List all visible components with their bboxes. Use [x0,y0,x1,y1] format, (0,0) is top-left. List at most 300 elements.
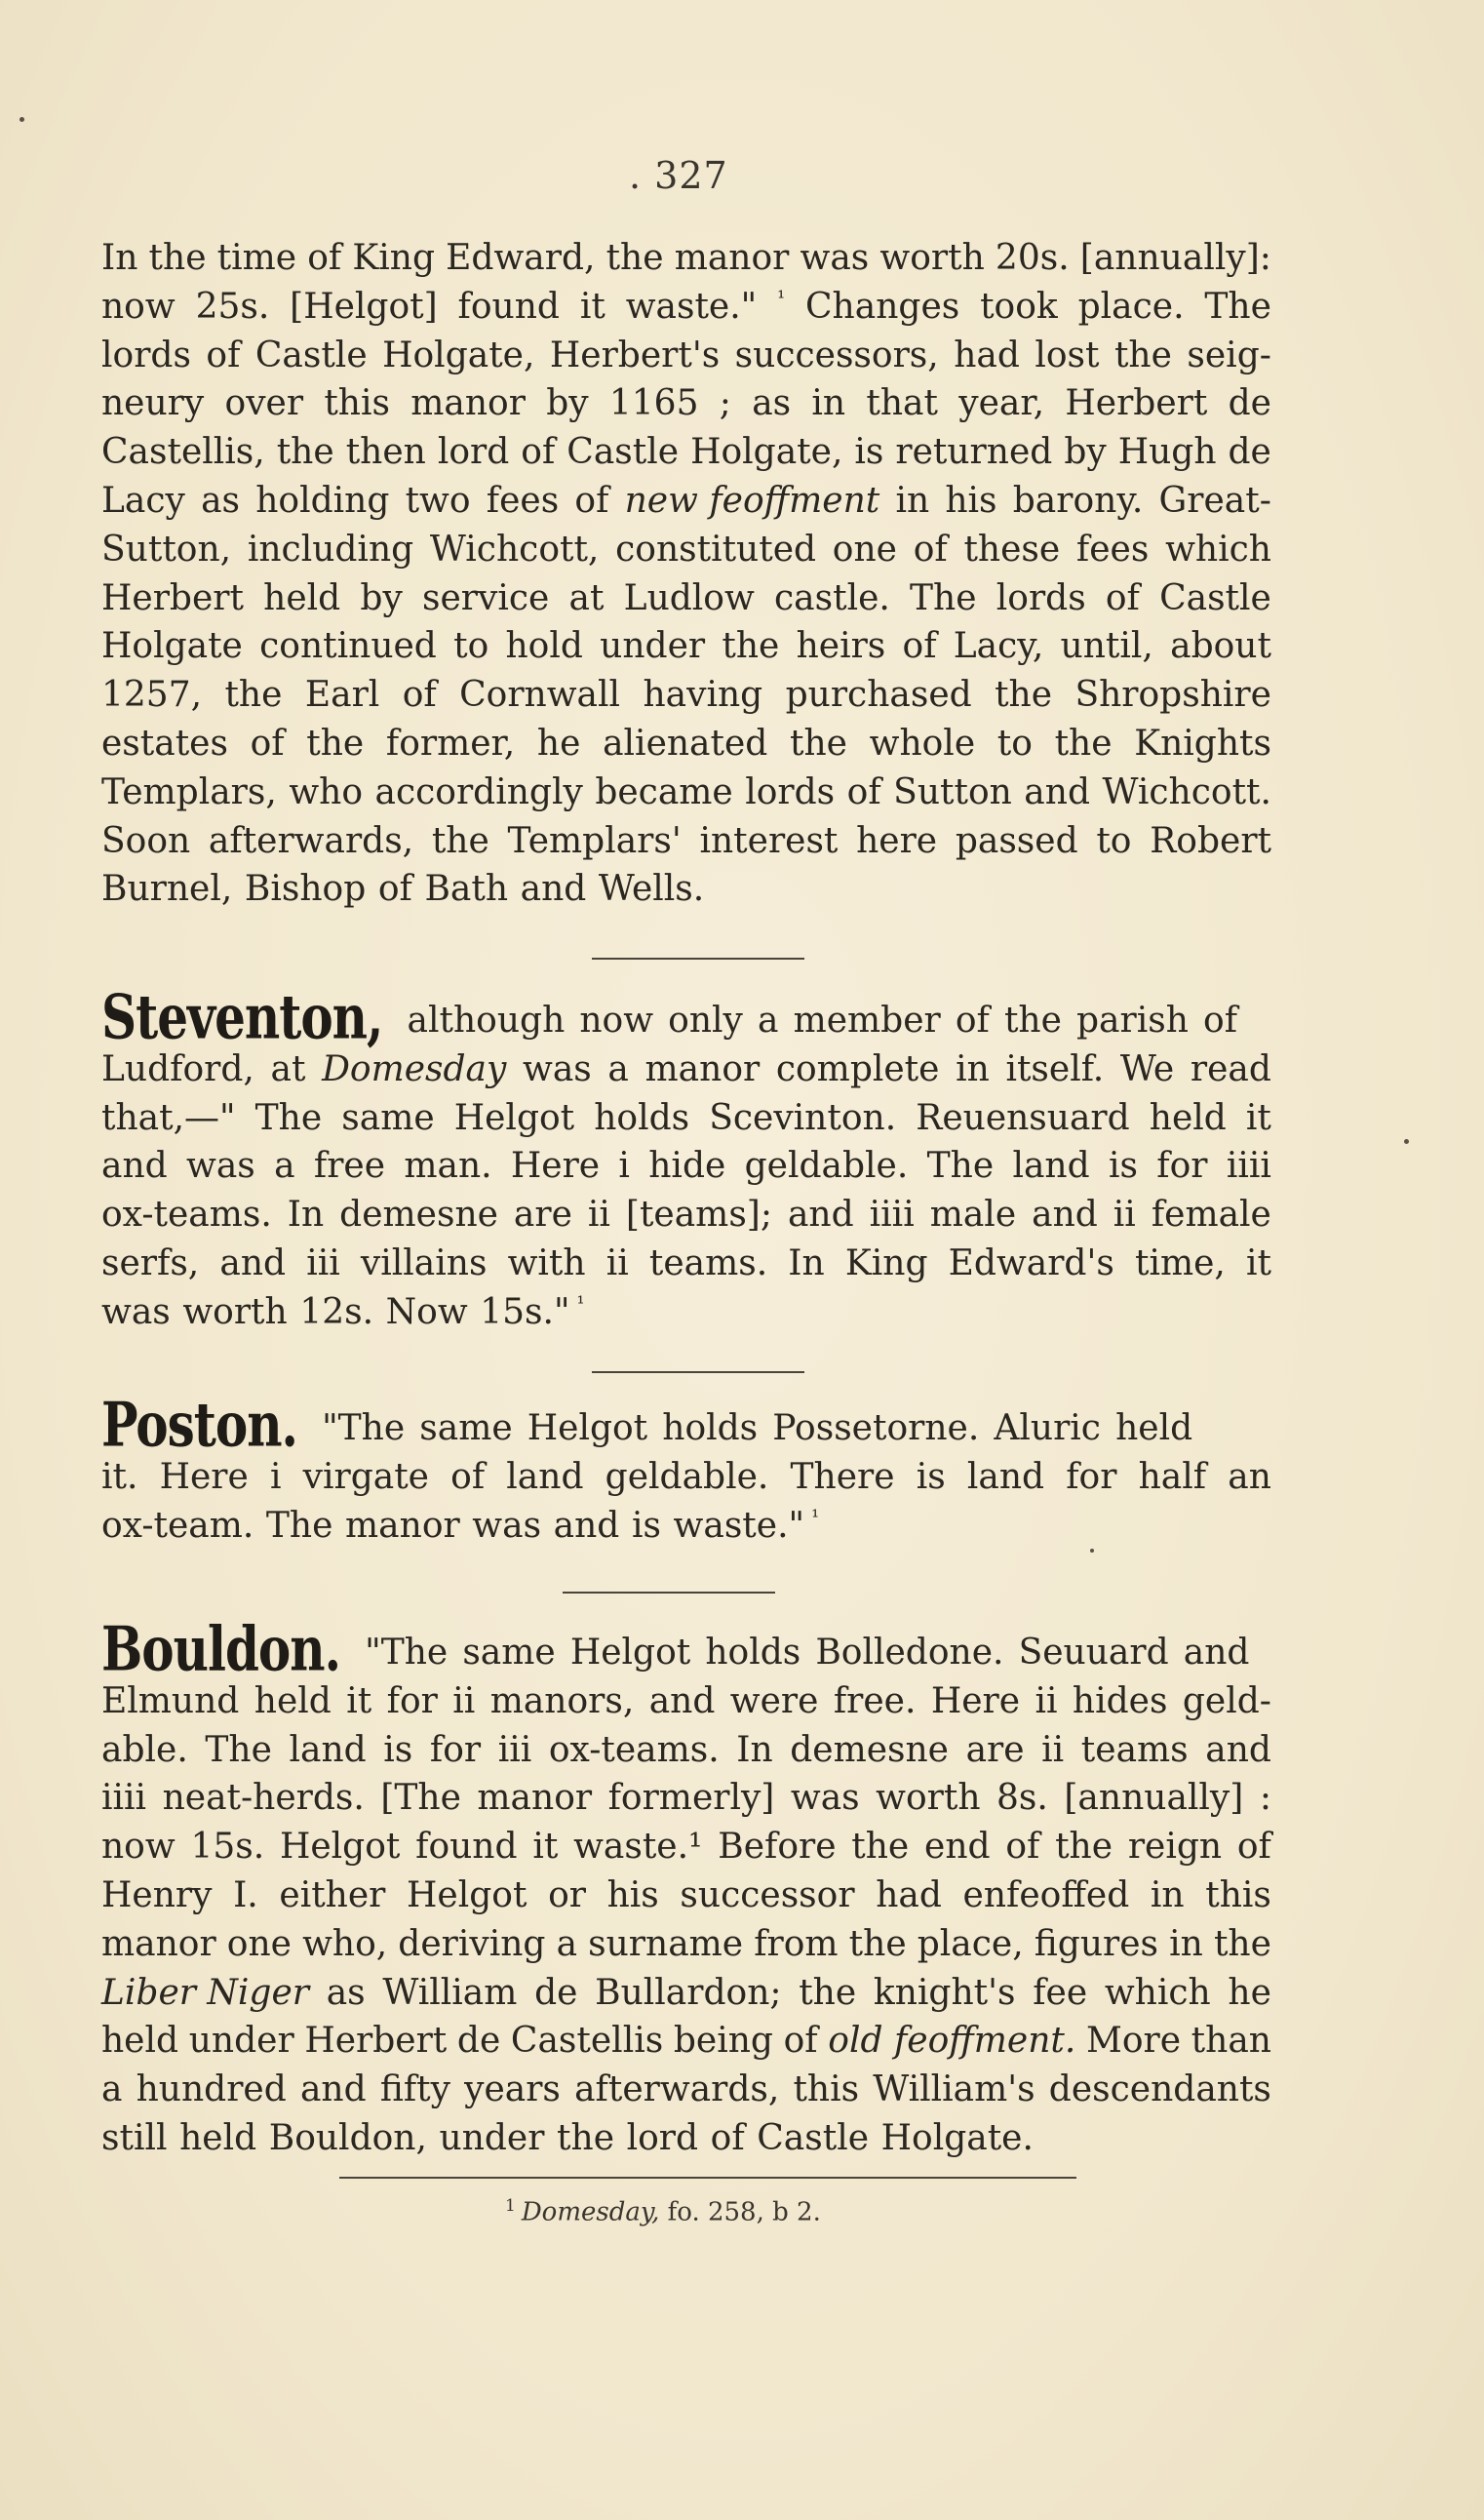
word: lords [996,577,1086,618]
text-line [101,768,1271,817]
text-line [101,622,1271,671]
word: "The [365,1633,449,1673]
word: Lacy [101,480,185,521]
word: ii [587,1195,610,1236]
word: female [1151,1195,1271,1236]
word: afterwards, [208,820,414,861]
word: for [1156,1146,1208,1187]
word: free [313,1146,386,1187]
word: held [101,2021,179,2062]
word: alienated [603,723,768,764]
word: free. [833,1680,917,1721]
text-line [101,1142,1271,1191]
word: neury [101,383,205,424]
word: King [844,1242,928,1283]
word: Lacy, [953,626,1044,667]
word: which [1165,529,1271,570]
word: Here [159,1456,249,1497]
word: of [450,1456,486,1497]
word: held [179,2117,257,2158]
word: land [506,1456,584,1497]
word: this [793,2069,860,2110]
word: holds [594,1097,690,1138]
word: of [913,529,948,570]
word: as [752,383,792,424]
word: Castellis [510,2021,664,2062]
word: the [995,675,1053,716]
word: fees [1075,529,1150,570]
word: continued [259,626,437,667]
word: Seuuard [1018,1633,1169,1673]
word: afterwards, [574,2069,780,2110]
text-line [101,1871,1271,1920]
word: and [1205,1729,1271,1770]
word: and [1024,771,1090,812]
word: the [306,723,365,764]
word: Templars' [507,820,682,861]
word: fee [1033,1972,1088,2013]
word: William's [873,2069,1035,2110]
word: descendants [1048,2069,1271,2110]
word: was [186,1146,255,1187]
word: geldable. [605,1456,769,1497]
word: or [548,1874,586,1915]
word: lords [101,335,191,375]
text-line [101,428,1271,477]
word: now [101,286,176,327]
word: I. [233,1874,258,1915]
word: 25s. [195,286,270,327]
word: [Helgot] [290,286,438,327]
word: The [1204,286,1271,327]
word: took [980,286,1058,327]
word: this [324,383,390,424]
word: Domesday [322,1048,507,1089]
text-line [101,234,1271,283]
word: itself. [1005,1048,1105,1089]
word: The [265,1505,333,1546]
word: Possetorne. [772,1408,980,1448]
word: ox-teams. [548,1729,720,1770]
word: half [1138,1456,1207,1497]
word: de [1228,383,1271,424]
word: this [1205,1874,1271,1915]
word: although [407,1001,566,1041]
word: More [1085,2021,1182,2062]
word: for [429,1729,482,1770]
word: being [673,2021,773,2062]
word: : [1259,1778,1271,1819]
word: waste.¹ [573,1827,703,1868]
word: old feoffment. [828,2021,1076,2062]
word: holds [705,1633,801,1673]
word: demesne [339,1195,498,1236]
section-bouldon [101,1612,1271,2163]
word: hides [1072,1680,1168,1721]
word: parish [1076,1001,1189,1041]
word: the [1003,1001,1062,1041]
word: his [606,1874,659,1915]
word: same [419,1408,513,1448]
word: Castle [254,335,368,375]
word: hundred [136,2069,287,2110]
word: worth [879,238,985,278]
word: who [289,771,363,812]
word: barony. [1012,480,1144,521]
word: place. [1077,286,1185,327]
word: constituted [615,529,817,570]
section-divider [563,1592,775,1594]
word: at [568,577,605,618]
word: to [453,626,489,667]
word: complete [775,1048,940,1089]
word: only [668,1001,743,1041]
word: of [902,626,937,667]
text-line [101,1094,1271,1143]
word: Knights [1134,723,1271,764]
word: Bouldon, [268,2117,427,2158]
word: it [1246,1242,1271,1283]
section-heading: Steventon, [101,980,383,1053]
text-line [101,1823,1271,1871]
word: figures [1034,1923,1159,1964]
word: Cornwall [459,675,621,716]
word: knight's [873,1972,1016,2013]
word: in [895,480,930,521]
word: Castle [566,432,680,473]
footnote-reference: fo. 258, b 2. [667,2197,821,2227]
word: iiii [101,1778,147,1819]
word: that,—" [101,1097,236,1138]
word: In [101,238,138,278]
text-line [101,1288,1271,1337]
word: same [462,1633,556,1673]
word: land [966,1456,1045,1497]
word: it [532,1827,559,1868]
text-line [101,1726,1271,1775]
section-poston [101,1388,1271,1550]
word: There [790,1456,895,1497]
word: Helgot [569,1633,691,1673]
word: of [1005,1827,1040,1868]
word: successor [680,1874,855,1915]
word: Sutton, [101,529,232,570]
word: with [507,1242,586,1283]
word: lord [626,2117,699,2158]
word: of [402,675,437,716]
word: de [534,1972,578,2013]
word: the [799,1972,857,2013]
word: Henry [101,1874,213,1915]
word: Earl [304,675,380,716]
word: Herbert [304,2021,448,2062]
word: held [1149,1097,1227,1138]
word: than [1191,2021,1271,2062]
word: from [754,1923,839,1964]
word: Herbert [101,577,244,618]
word: time [216,238,297,278]
word: castle. [774,577,890,618]
word: the [1213,1923,1271,1964]
word: lords [745,771,836,812]
text-line [101,2114,1271,2163]
word: manor [477,1778,593,1819]
word: serfs, [101,1242,200,1283]
word: manor [674,238,790,278]
word: Herbert's [549,335,721,375]
word: of [574,480,609,521]
word: are [513,1195,572,1236]
section-divider [592,1371,804,1373]
word: William [382,1972,518,2013]
word: in [956,1048,990,1089]
word: holds [662,1408,759,1448]
word: either [279,1874,386,1915]
word: 1257, [101,675,203,716]
word: about [1170,626,1271,667]
word: neat-herds. [162,1778,365,1819]
word: for [1066,1456,1117,1497]
word: 8s. [996,1778,1048,1819]
text-line [101,2066,1271,2114]
word: the [1055,1827,1113,1868]
word: surname [588,1923,744,1964]
word: geld- [1182,1680,1271,1721]
word: worth [876,1778,981,1819]
word: and [101,1146,168,1187]
footnote-rule [339,2177,1076,2179]
word: ii [1035,1680,1058,1721]
text-line [101,1920,1271,1969]
word: interest [699,820,839,861]
section-steventon [101,980,1271,1337]
word: accordingly [374,771,583,812]
word: he [536,723,581,764]
word: holding [255,480,390,521]
word: The [254,1097,323,1138]
word: Great- [1158,480,1271,521]
word: ¹ [576,1290,585,1315]
word: Scevinton. [709,1097,897,1138]
section-heading: Bouldon. [101,1612,341,1685]
word: the [722,626,780,667]
word: of [710,2117,745,2158]
word: of [955,1001,990,1041]
word: was [523,1048,592,1089]
word: it [346,1680,372,1721]
word: to [1096,820,1132,861]
word: manor [345,1505,460,1546]
word: demesne [790,1729,949,1770]
word: held [1115,1408,1193,1448]
word: a [274,1146,295,1187]
word: ii [452,1680,476,1721]
word: geldable. [744,1146,909,1187]
word: these [963,529,1061,570]
word: same [341,1097,435,1138]
word: ¹ [811,1504,820,1528]
word: and [1183,1633,1250,1673]
word: of [250,723,285,764]
word: Ludford, [101,1048,254,1089]
word: man. [404,1146,492,1187]
word: manor [101,1923,216,1964]
word: an [1228,1456,1271,1497]
word: under [600,626,706,667]
word: Burnel, [101,869,233,910]
word: of [1105,577,1140,618]
word: found [415,1827,518,1868]
word: Helgot [527,1408,648,1448]
word: The [926,1146,995,1187]
word: were [729,1680,819,1721]
page-speck [1404,1139,1409,1144]
word: estates [101,723,228,764]
word: the [790,723,847,764]
text-line [101,526,1271,574]
text-line [101,379,1271,428]
text-line [101,865,1271,914]
word: two [405,480,471,521]
word: ox-team. [101,1505,254,1546]
word: 1165 [608,383,699,424]
page-speck [1090,1549,1094,1553]
word: by [546,383,589,424]
text-line [101,1502,1271,1551]
word: Castle [757,2117,870,2158]
word: service [422,577,550,618]
word: Here [510,1146,601,1187]
word: new feoffment [624,480,880,521]
word: male [929,1195,1017,1236]
word: hold [505,626,583,667]
footnote [505,2196,821,2227]
word: Helgot [407,1874,527,1915]
word: had [876,1874,942,1915]
text-line [101,980,1271,1053]
word: hide [648,1146,726,1187]
word: ii [1113,1195,1136,1236]
word: which [1104,1972,1211,2013]
text-line [101,574,1271,623]
word: [annually]: [1079,238,1271,278]
footnote-source: Domesday, [521,2197,660,2227]
word: We [1119,1048,1175,1089]
word: Before [718,1827,837,1868]
word: [annually] [1064,1778,1244,1819]
word: was [800,238,870,278]
word: is [383,1729,413,1770]
word: Robert [1150,820,1271,861]
word: returned [895,432,1053,473]
word: Wichcott. [1102,771,1271,812]
word: of [846,771,881,812]
word: deriving [398,1923,546,1964]
word: enfeoffed [962,1874,1130,1915]
word: including [247,529,414,570]
word: of [521,432,556,473]
section-heading: Poston. [101,1388,297,1461]
word: time, [1135,1242,1226,1283]
word: is [916,1456,946,1497]
word: successors, [734,335,939,375]
word: Herbert [1065,383,1208,424]
word: of [1203,1001,1238,1041]
word: Bullardon; [595,1972,782,2013]
page-speck [20,117,24,122]
text-line [101,1191,1271,1240]
word: lord [437,432,510,473]
word: became [595,771,733,812]
word: 20s. [995,238,1070,278]
word: in [811,383,846,424]
word: lost [1035,335,1100,375]
word: Wells. [598,869,705,910]
word: found [457,286,560,327]
word: had [954,335,1020,375]
text-line [101,477,1271,526]
word: place, [917,1923,1024,1964]
word: The [910,577,977,618]
word: here [856,820,938,861]
word: villains [360,1242,488,1283]
word: under [439,2117,545,2158]
word: in [1169,1923,1203,1964]
word: of [783,2021,818,2062]
word: Castle [1159,577,1271,618]
word: is [1108,1146,1138,1187]
word: it. [101,1456,138,1497]
word: member [793,1001,941,1041]
word: 15s. [190,1827,265,1868]
word: de [1228,432,1271,473]
word: The [205,1729,272,1770]
word: 12s. [299,1291,374,1332]
word: held [254,1680,332,1721]
word: Wichcott, [429,529,600,570]
word: manors, [489,1680,635,1721]
word: passed [955,820,1078,861]
word: the [431,820,489,861]
page-number: . 327 [629,154,728,197]
word: the [557,2117,615,2158]
word: who, [302,1923,388,1964]
word: Helgot [279,1827,401,1868]
word: Here [930,1680,1021,1721]
text-line [101,1612,1271,1685]
word: read [1190,1048,1271,1089]
word: the [851,1827,910,1868]
word: iii [497,1729,532,1770]
word: ox-teams. [101,1195,272,1236]
word: of [1236,1827,1271,1868]
word: Helgot [453,1097,575,1138]
word: Reuensuard [916,1097,1130,1138]
word: Changes [805,286,960,327]
word: and [219,1242,287,1283]
word: the [1054,723,1113,764]
word: iiii [869,1195,915,1236]
word: In [736,1729,773,1770]
word: to [996,723,1033,764]
word: and [787,1195,854,1236]
word: i [618,1146,630,1187]
word: the [148,238,207,278]
word: one [832,529,897,570]
word: Hugh [1117,432,1217,473]
word: King [352,238,435,278]
word: a [758,1001,779,1041]
